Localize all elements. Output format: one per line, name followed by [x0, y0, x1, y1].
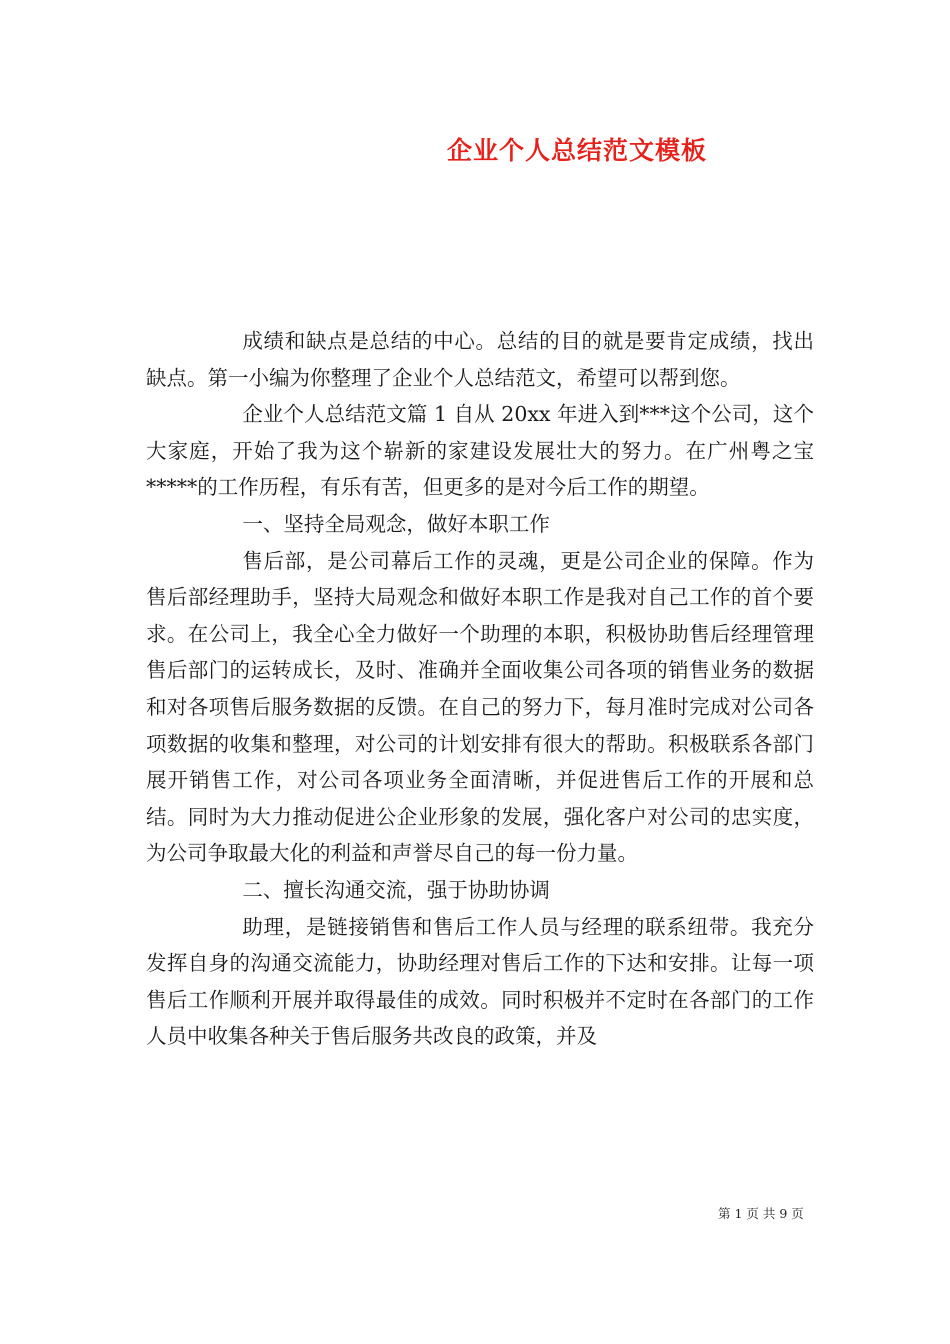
document-title: 企业个人总结范文模板 — [446, 136, 707, 165]
page-number-footer: 第 1 页 共 9 页 — [718, 1206, 804, 1221]
section-heading-1: 一、坚持全局观念，做好本职工作 — [242, 511, 550, 536]
body-paragraph-opening: 企业个人总结范文篇 1 自从 20xx 年进入到***这个公司，这个大家庭，开始了我为这个崭新的家建设发展壮大的努力。在广州粤之宝*****的工作历程，有乐有苦，但更多的是对今后工作的期望。 — [146, 402, 814, 500]
body-paragraph-section-1: 售后部，是公司幕后工作的灵魂，更是公司企业的保障。作为售后部经理助手，坚持大局观念和做好本职工作是我对自己工作的首个要求。在公司上，我全心全力做好一个助理的本职，积极协助售后经理管理售后部门的运转成长，及时、准确并全面收集公司各项的销售业务的数据和对各项售后服务数据的反馈。在自己的努力下，每月准时完成对公司各项数据的收集和整理，对公司的计划安排有很大的帮助。积极联系各部门展开销售工作，对公司各项业务全面清晰，并促进售后工作的开展和总结。同时为大力推动促进公企业形象的发展，强化客户对公司的忠实度，为公司争取最大化的利益和声誉尽自己的每一份力量。 — [146, 548, 814, 866]
section-heading-2: 二、擅长沟通交流，强于协助协调 — [242, 877, 550, 902]
document-body — [146, 323, 814, 1055]
body-paragraph-section-2: 助理，是链接销售和售后工作人员与经理的联系纽带。我充分发挥自身的沟通交流能力，协助经理对售后工作的下达和安排。让每一项售后工作顺利开展并取得最佳的成效。同时积极并不定时在各部门的工作人员中收集各种关于售后服务共改良的政策，并及 — [146, 914, 814, 1049]
body-paragraph-intro: 成绩和缺点是总结的中心。总结的目的就是要肯定成绩，找出缺点。第一小编为你整理了企业个人总结范文，希望可以帮到您。 — [146, 329, 814, 390]
